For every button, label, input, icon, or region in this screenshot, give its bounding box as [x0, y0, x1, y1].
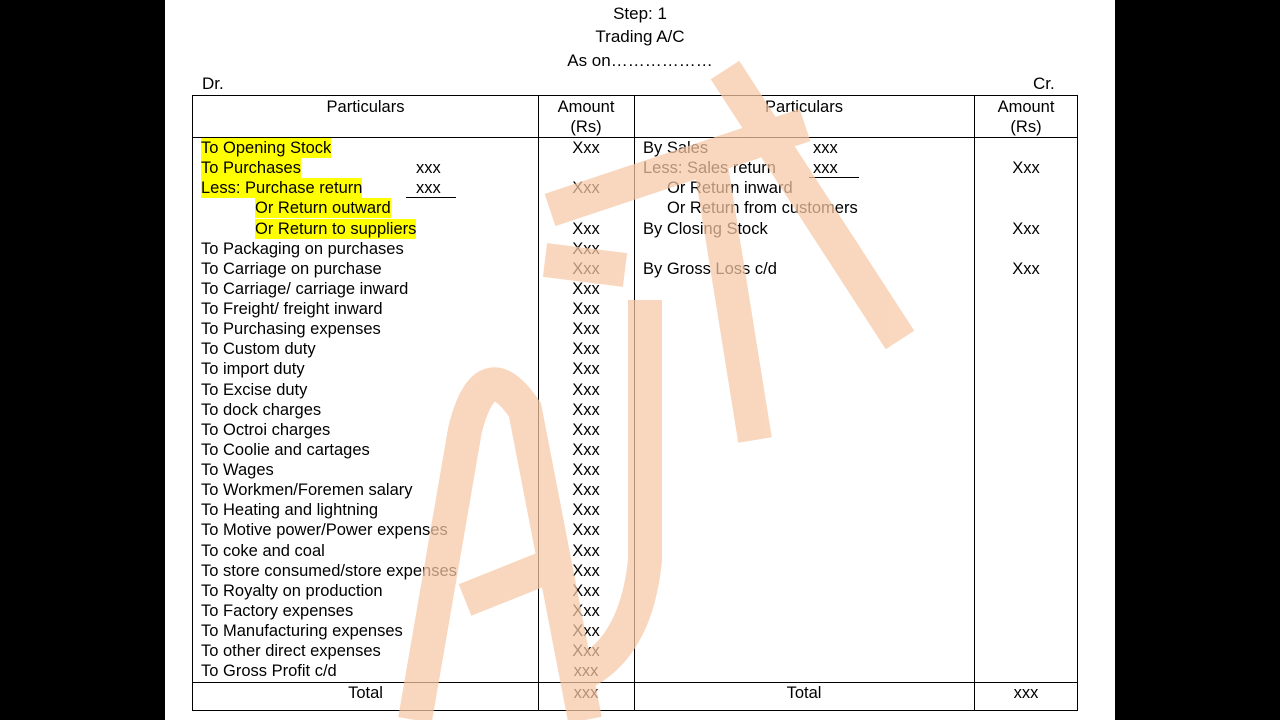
debit-row-label: To Royalty on production	[201, 581, 383, 600]
debit-row-amount: Xxx	[572, 461, 600, 480]
debit-row-amount: Xxx	[572, 581, 600, 600]
debit-row-amount: Xxx	[572, 239, 600, 258]
debit-row-amount: Xxx	[572, 440, 600, 459]
left-total-amount: xxx	[573, 684, 599, 702]
right-amount-header-line2: (Rs)	[1010, 118, 1042, 136]
debit-row-label: To Opening Stock	[201, 139, 332, 157]
debit-row-amount: xxx	[573, 662, 599, 681]
debit-row-inner-amount: xxx	[416, 179, 441, 198]
debit-row-inner-amount: xxx	[416, 159, 441, 178]
step-label: Step: 1	[613, 4, 667, 23]
debit-row-label: To import duty	[201, 360, 305, 379]
right-amount-header-line1: Amount	[997, 98, 1055, 116]
debit-row-label: Less: Purchase return	[201, 179, 363, 198]
debit-row-amount: Xxx	[572, 501, 600, 520]
debit-row-amount: Xxx	[572, 139, 600, 157]
left-amount-header	[538, 97, 634, 137]
debit-row-amount: Xxx	[572, 561, 600, 580]
debit-row-label: To Carriage on purchase	[201, 259, 382, 278]
debit-row-amount: Xxx	[572, 521, 600, 540]
as-on-date: As on………………	[567, 51, 713, 70]
debit-row-amount: Xxx	[572, 360, 600, 379]
debit-row-label: To coke and coal	[201, 541, 325, 560]
debit-row-amount: Xxx	[572, 601, 600, 620]
credit-row-label: Less: Sales return	[643, 159, 776, 178]
credit-row-amount: Xxx	[1012, 159, 1040, 178]
debit-row-amount: Xxx	[572, 340, 600, 359]
debit-row-label: To Workmen/Foremen salary	[201, 481, 413, 500]
debit-row-label: To Motive power/Power expenses	[201, 521, 448, 540]
left-amount-header-line2: (Rs)	[570, 118, 602, 136]
credit-row-label: By Closing Stock	[643, 219, 768, 238]
right-particulars-header: Particulars	[765, 98, 843, 116]
debit-row-amount: Xxx	[572, 541, 600, 560]
debit-row-label: To Manufacturing expenses	[201, 622, 403, 641]
trading-account-table	[192, 95, 1078, 711]
credit-row-inner-amount: xxx	[813, 159, 838, 178]
document-page	[165, 0, 1115, 720]
debit-row-amount: Xxx	[572, 259, 600, 278]
credit-row-label: By Sales	[643, 139, 709, 157]
debit-row-label: To Gross Profit c/d	[201, 662, 337, 681]
credit-row-label: Or Return from customers	[667, 199, 858, 218]
debit-row-amount: Xxx	[572, 420, 600, 439]
left-amount-header-line1: Amount	[557, 98, 615, 116]
debit-row-amount: Xxx	[572, 642, 600, 661]
document-title: Trading A/C	[595, 27, 685, 46]
debit-row-label: To Excise duty	[201, 380, 308, 399]
column-divider	[974, 96, 975, 710]
debit-row-label: To Factory expenses	[201, 601, 354, 620]
credit-side-label: Cr.	[1033, 74, 1055, 93]
debit-row-label: To dock charges	[201, 400, 322, 419]
credit-row-label: Or Return inward	[667, 179, 793, 198]
debit-row-amount: Xxx	[572, 219, 600, 238]
debit-row-amount: Xxx	[572, 300, 600, 319]
inner-amount-underline	[406, 197, 456, 198]
credit-row-amount: Xxx	[1012, 219, 1040, 238]
debit-row-label: Or Return to suppliers	[255, 219, 417, 238]
debit-row-label: To Wages	[201, 461, 274, 480]
credit-row-label: By Gross Loss c/d	[643, 259, 777, 278]
left-total-label: Total	[348, 684, 383, 702]
debit-row-amount: Xxx	[572, 179, 600, 198]
debit-row-label: To Freight/ freight inward	[201, 300, 383, 319]
right-amount-header	[974, 97, 1078, 137]
debit-side-label: Dr.	[202, 74, 224, 93]
inner-amount-underline	[809, 177, 859, 178]
debit-row-label: To Octroi charges	[201, 420, 331, 439]
left-particulars-header: Particulars	[326, 98, 405, 116]
debit-row-amount: Xxx	[572, 400, 600, 419]
debit-row-label: To Packaging on purchases	[201, 239, 404, 258]
debit-row-label: To Custom duty	[201, 340, 316, 359]
debit-row-amount: Xxx	[572, 320, 600, 339]
debit-row-amount: Xxx	[572, 380, 600, 399]
credit-row-amount: Xxx	[1012, 259, 1040, 278]
debit-row-label: To Carriage/ carriage inward	[201, 279, 409, 298]
debit-row-label: To Coolie and cartages	[201, 440, 370, 459]
debit-row-label: To other direct expenses	[201, 642, 381, 661]
debit-row-label: To Purchasing expenses	[201, 320, 381, 339]
column-divider	[634, 96, 635, 710]
right-total-amount: xxx	[1013, 684, 1039, 702]
debit-row-amount: Xxx	[572, 279, 600, 298]
debit-row-label: To Heating and lightning	[201, 501, 379, 520]
debit-row-amount: Xxx	[572, 481, 600, 500]
credit-row-inner-amount: xxx	[813, 139, 838, 157]
debit-row-label: To Purchases	[201, 159, 301, 178]
debit-row-amount: Xxx	[572, 622, 600, 641]
right-total-label: Total	[786, 684, 822, 702]
debit-row-label: To store consumed/store expenses	[201, 561, 457, 580]
debit-row-label: Or Return outward	[255, 199, 391, 218]
